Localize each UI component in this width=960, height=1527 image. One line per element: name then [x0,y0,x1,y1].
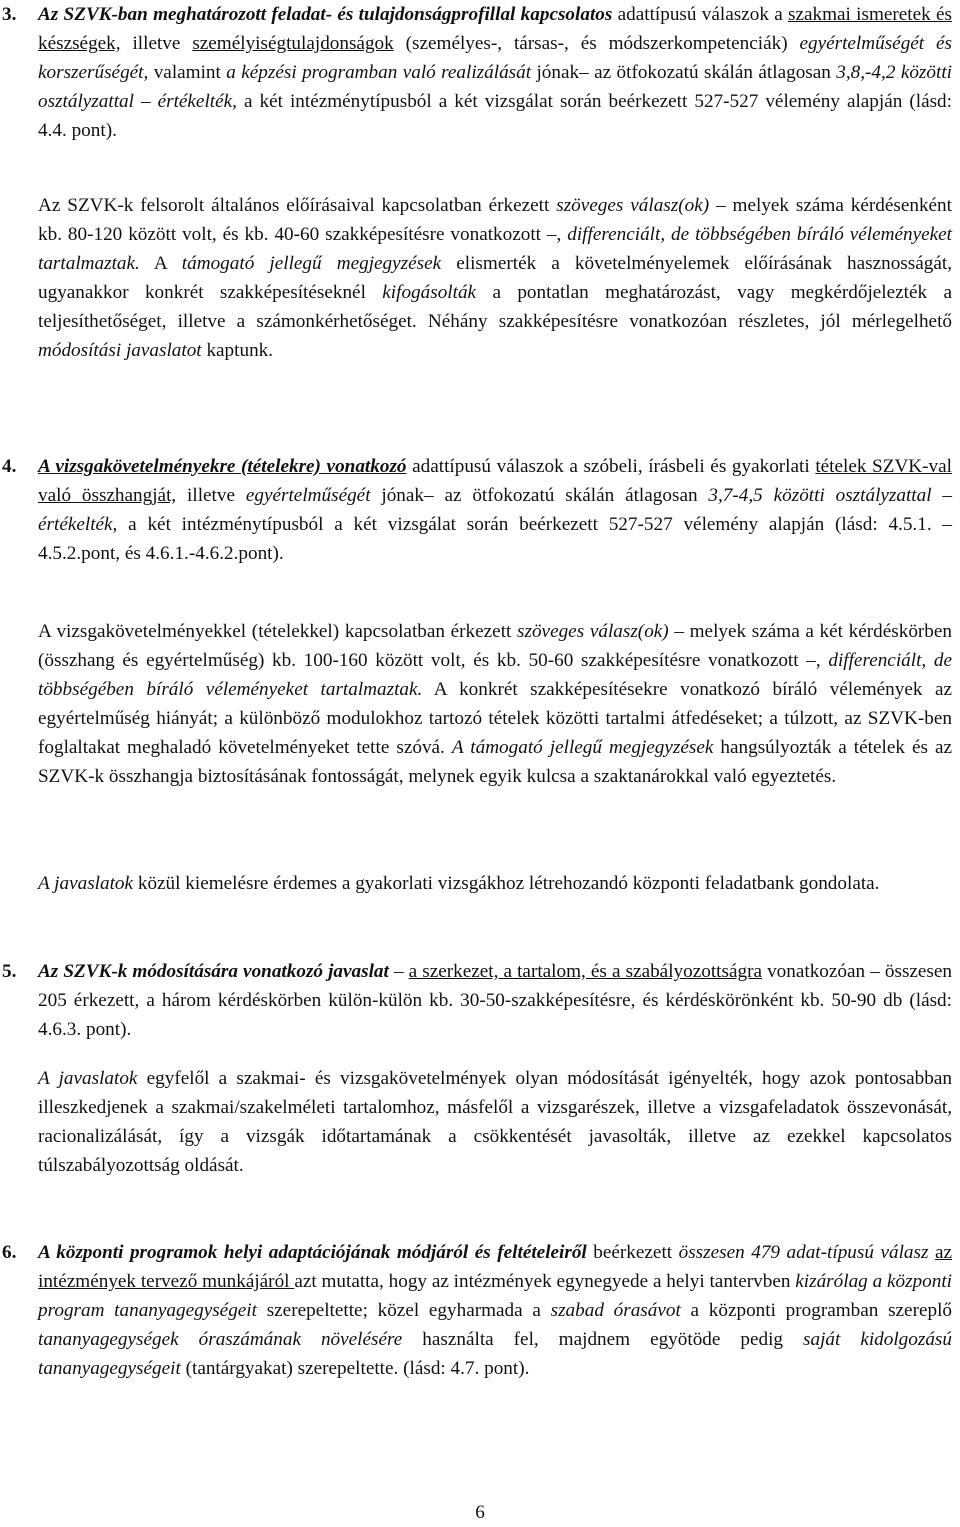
text-run: jónak– az ötfokozatú skálán átlagosan [370,485,709,506]
text-run: 3,8,-4,2 közötti osztályzattal – értékelték, [38,62,952,112]
paragraph-suggestions-modification [38,1064,952,1180]
text-run: a képzési programban való realizálását [226,62,532,83]
text-run: támogató jellegű megjegyzések [181,253,442,274]
item-number: 6. [2,1242,17,1263]
text-run: egyértelműségét és korszerűségét, [38,33,952,83]
text-run: valamint [148,62,227,83]
text-run: egyértelműségét [245,485,371,506]
item-text [38,0,952,145]
text-run: illetve [120,33,193,54]
text-run: személyiségtulajdonságok [192,33,394,54]
text-run: a pontatlan meghatározást, vagy megkérdőjelezték a teljesíthetőséget, illetve a számonkérhetőséget. Néhány szakképesítésre vonatkozóan részletes, jól mérlegelhető [38,282,952,332]
text-run: azt mutatta, hogy az intézmények egynegyede a helyi tantervben [294,1271,796,1292]
list-item-5 [0,957,952,1044]
paragraph-suggestions-taskbank [38,869,952,898]
item-text [38,1238,952,1383]
text-run: illetve [176,485,246,506]
item-text [38,957,952,1044]
text-run: saját kidolgozású tananyagegységeit [38,1329,952,1379]
text-run: differenciált, de többségében bíráló véleményeket tartalmaztak. [38,650,952,700]
text-run: – [388,961,409,982]
text-run: adattípusú válaszok a [612,4,788,25]
text-run: az intézmények tervező munkájáról [38,1242,953,1292]
item-number: 4. [2,456,17,477]
text-run: (tantárgyakat) szerepeltette. (lásd: 4.7. pont). [180,1358,530,1379]
text-run: differenciált, de többségében bíráló véleményeket tartalmaztak. [38,224,952,274]
text-run: beérkezett [586,1242,679,1263]
text-run: – melyek száma kérdésenként kb. 80-120 között volt, és kb. 40-60 szakképesítésre vonatkozott –, [38,195,952,245]
text-run: a szerkezet, a tartalom, és a szabályozottságra [408,961,762,982]
text-run: A javaslatok [38,1068,138,1089]
text-run: közül kiemelésre érdemes a gyakorlati vizsgákhoz létrehozandó központi feladatbank gondolata. [133,873,880,894]
list-item-4 [0,452,952,568]
text-run: egyfelől a szakmai- és vizsgakövetelmények olyan módosítását igényelték, hogy azok pontosabban illeszkedjenek a szakmai/szakelméleti tartalomhoz, másfelől a vizsgarészek, illetve a vizsgafeladatok összevonását, racionalizálását, így a vizsgák időtartamának a csökkentését javasolták, illetve az ezekkel kapcsolatos túlszabályozottság oldását. [38,1068,952,1176]
text-run: használta fel, majdnem egyötöde pedig [402,1329,804,1350]
item-text [38,452,952,568]
page-number: 6 [475,1502,485,1523]
text-run: szöveges válasz(ok) [556,195,710,216]
list-item-3 [0,0,952,145]
text-run: összesen 479 adat-típusú válasz [678,1242,929,1263]
text-run: vonatkozóan – összesen 205 érkezett, a három kérdéskörben külön-külön kb. 30-50-szakképesítésre, és kérdéskörönként kb. 50-90 db (lásd: 4.6.3. pont). [38,961,953,1040]
text-run: a központi programban szereplő [680,1300,952,1321]
text-run: a két intézménytípusból a két vizsgálat során beérkezett 527-527 vélemény alapján (lásd: 4.5.1. – 4.5.2.pont, és 4.6.1.-4.6.2.pont). [38,514,952,564]
text-run: kaptunk. [201,340,274,361]
text-run: (személyes-, társas-, és módszerkompetenciák) [393,33,800,54]
list-item-6 [0,1238,952,1383]
text-run: Az SZVK-ban meghatározott feladat- és tulajdonságprofillal kapcsolatos [38,4,613,25]
text-run: A konkrét szakképesítésekre vonatkozó bíráló vélemények az egyértelműség hiányát; a különböző modulokhoz tartozó tételek közötti tartalmi átfedéseket; a túlzott, az SZVK-ben foglaltakat meghaladó követelményeket tette szóvá. [38,679,952,758]
text-run: elismerték a követelményelemek előírásának hasznosságát, ugyanakkor konkrét szakképesítéseknél [38,253,952,303]
text-run: kifogásolták [382,282,477,303]
text-run: A központi programok helyi adaptációjának módjáról és feltételeiről [38,1242,587,1263]
text-run: A javaslatok [38,873,134,894]
text-run: A vizsgakövetelményekkel (tételekkel) kapcsolatban érkezett [38,621,518,642]
text-run: A vizsgakövetelményekre (tételekre) vonatkozó [38,456,407,477]
paragraph-exam-requirements-responses [38,617,952,791]
text-run: – melyek száma a két kérdéskörben (összhang és egyértelműség) kb. 100-160 között volt, és kb. 50-60 szakképesítésre vonatkozott –, [38,621,953,671]
text-run: tételek SZVK-val való összhangját, [38,456,952,506]
text-run: szöveges válasz(ok) [517,621,669,642]
text-run: szakmai ismeretek és készségek, [38,4,953,54]
item-number: 5. [2,961,17,982]
text-run: 3,7-4,5 közötti osztályzattal – értékelték, [38,485,953,535]
text-run: a két intézménytípusból a két vizsgálat során beérkezett 527-527 vélemény alapján (lásd: 4.4. pont). [38,91,952,141]
paragraph-szvk-general-responses [38,191,952,365]
text-run: jónak– az ötfokozatú skálán átlagosan [531,62,837,83]
text-run: A [139,253,182,274]
text-run: Az SZVK-k módosítására vonatkozó javaslat [38,961,389,982]
text-run: Az SZVK-k felsorolt általános előírásaival kapcsolatban érkezett [38,195,557,216]
text-run: tananyagegységek óraszámának növelésére [38,1329,403,1350]
text-run: A támogató jellegű megjegyzések [451,737,714,758]
text-run: szabad órasávot [550,1300,681,1321]
text-run: szerepeltette; közel egyharmada a [256,1300,551,1321]
text-run: adattípusú válaszok a szóbeli, írásbeli és gyakorlati [406,456,816,477]
text-run: kizárólag a központi program tananyagegységeit [38,1271,952,1321]
text-run: módosítási javaslatot [38,340,202,361]
item-number: 3. [2,4,17,25]
text-run: hangsúlyozták a tételek és az SZVK-k összhangja biztosításának fontosságát, melynek egyik kulcsa a szaktanárokkal való egyeztetés. [38,737,952,787]
